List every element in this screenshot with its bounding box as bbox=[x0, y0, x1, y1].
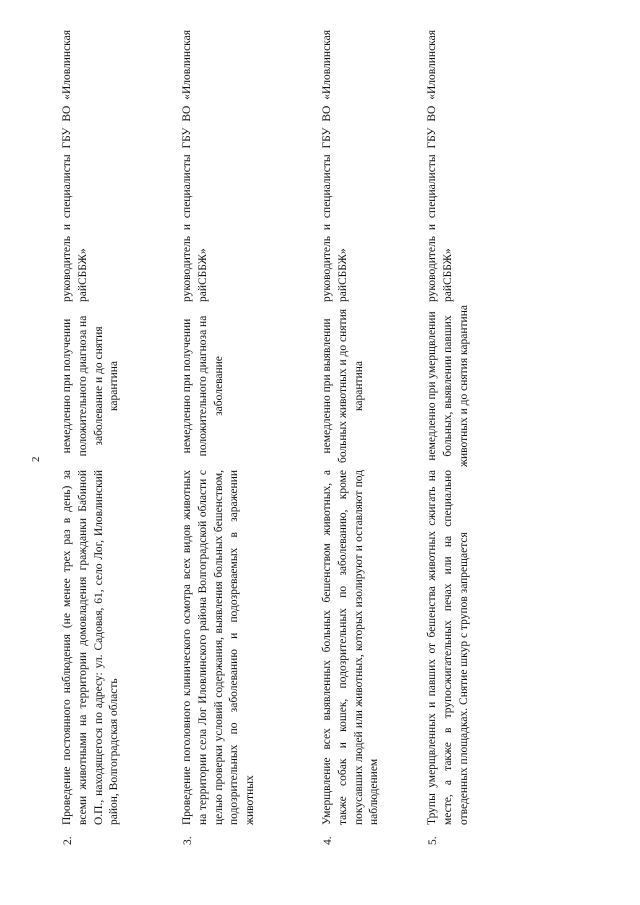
row-term: немедленно при выявлении больных животных и до снятия карантина bbox=[321, 308, 365, 464]
row-responsible: руководитель и специалисты ГБУ ВО «Иловлинская райСББЖ» bbox=[61, 30, 89, 302]
page-number: 2 bbox=[30, 456, 42, 462]
row-term: немедленно при получении положительного диагноза на заболевание и до снятия карантина bbox=[61, 315, 121, 457]
row-number: 3. bbox=[182, 836, 194, 845]
row-responsible: руководитель и специалисты ГБУ ВО «Иловлинская райСББЖ» bbox=[181, 30, 209, 302]
row-responsible: руководитель и специалисты ГБУ ВО «Иловлинская райСББЖ» bbox=[426, 30, 454, 302]
row-action: Проведение поголовного клинического осмотра всех видов животных на территории села Лог Иловлинского района Волгоградской области с целью проверки условий содержания, выявления больных бешенством, подозрительных по заболеванию и подозреваемых в заражении животных bbox=[181, 470, 257, 825]
row-number: 5. bbox=[427, 836, 439, 845]
row-action: Умерщвление всех выявленных больных бешенством животных, а также собак и кошек, подозрительных по заболеванию, кроме покусавших людей или животных, которых изолируют и оставляют под наблюдением bbox=[321, 470, 381, 825]
row-responsible: руководитель и специалисты ГБУ ВО «Иловлинская райСББЖ» bbox=[321, 30, 349, 302]
row-term: немедленно при умерщвлении больных, выявлении павших животных и до снятия карантина bbox=[426, 305, 470, 467]
row-number: 4. bbox=[322, 836, 334, 845]
row-action: Трупы умерщвленных и павших от бешенства животных сжигать на месте, а также в трупосжигательных печах или на специально отведенных площадках. Снятие шкур с трупов запрещается bbox=[426, 470, 470, 825]
row-action: Проведение постоянного наблюдения (не менее трех раз в день) за всеми животными на территории домовладения гражданки Бабиной О.П., находящегося по адресу: ул. Садовая, 61, село Лог, Иловлинский район, Волгоградская область bbox=[61, 470, 121, 825]
row-number: 2. bbox=[62, 836, 74, 845]
row-term: немедленно при получении положительного диагноза на заболевание bbox=[181, 315, 225, 457]
